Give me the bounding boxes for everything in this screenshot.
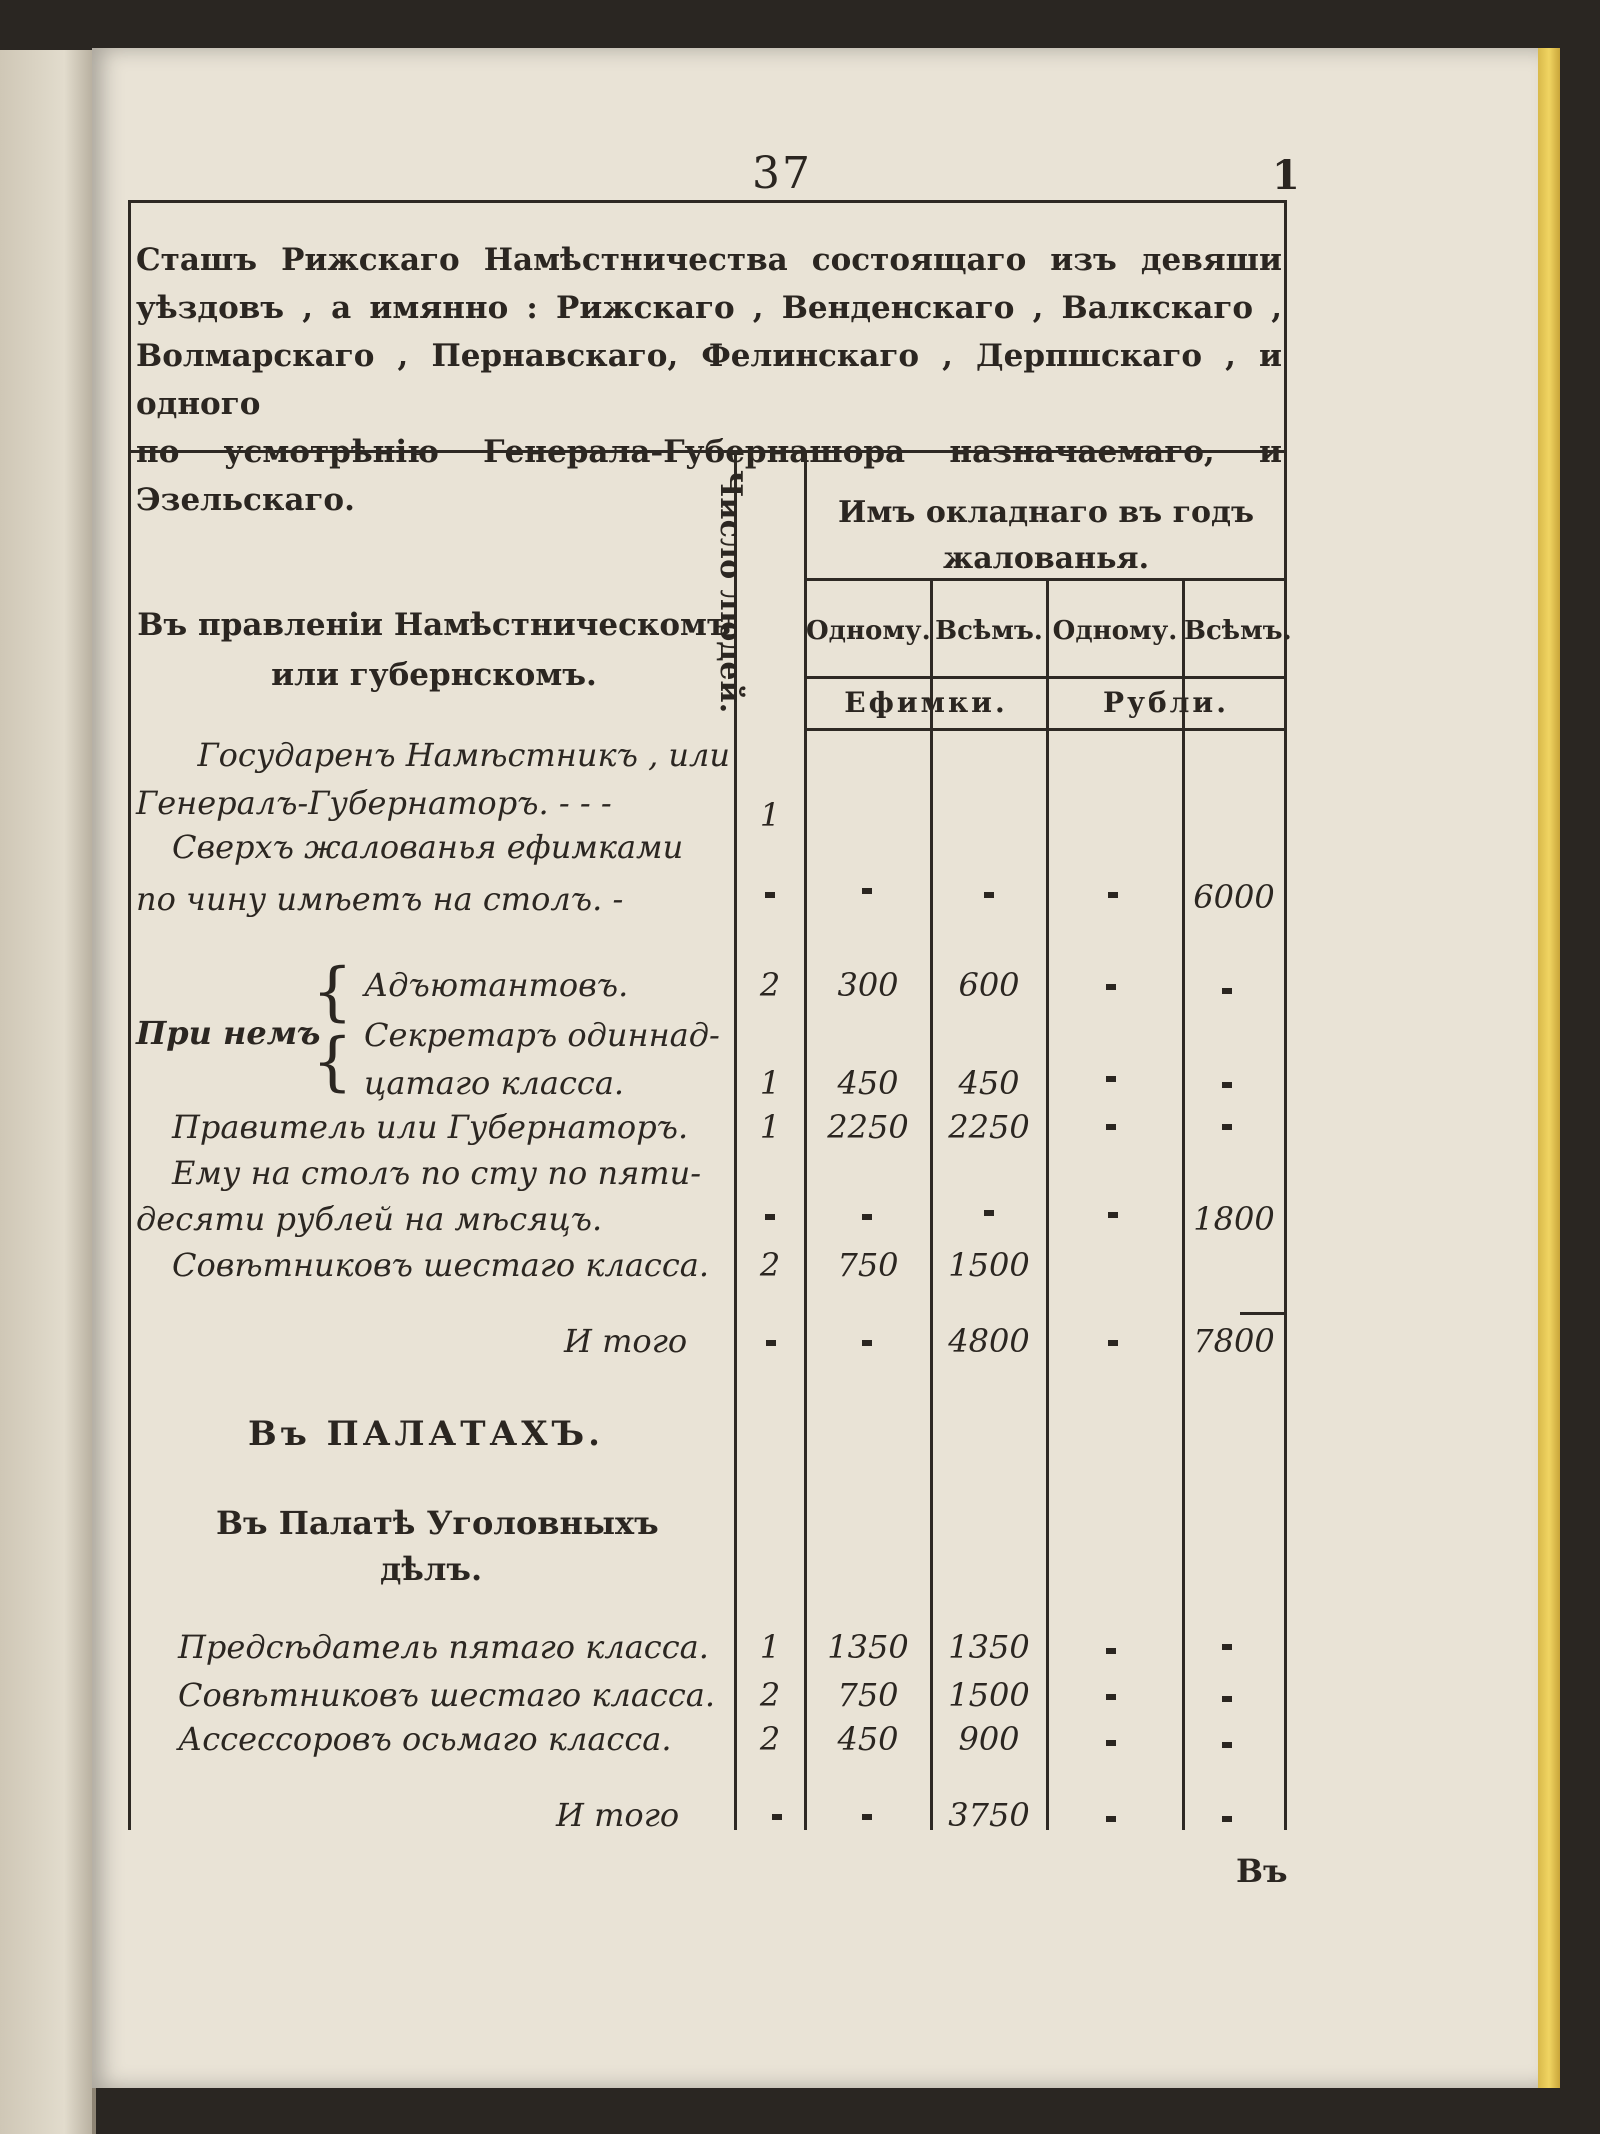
- dash-mark: [862, 1814, 872, 1820]
- row-advisors-2-all: 1500: [948, 1676, 1030, 1714]
- dash-mark: [1222, 1816, 1232, 1822]
- document-title: [136, 236, 1282, 524]
- dash-mark: [1222, 1644, 1232, 1650]
- row-adjutants-one: 300: [837, 966, 899, 1004]
- dash-mark: [765, 1214, 775, 1220]
- dash-mark: [765, 892, 775, 898]
- dash-mark: [1106, 1648, 1116, 1654]
- left-page-edge: [0, 50, 96, 2134]
- dash-mark: [1106, 1816, 1116, 1822]
- dash-mark: [1222, 1082, 1232, 1088]
- frame-top-rule: [128, 200, 1286, 203]
- brace: {: [312, 955, 353, 1029]
- brace: {: [312, 1025, 353, 1099]
- row-governor-ruler-one: 2250: [827, 1108, 909, 1146]
- row-secretary-line2: цатаго класса.: [364, 1064, 625, 1102]
- dash-mark: [862, 1340, 872, 1346]
- row-adjutants-count: 2: [759, 966, 781, 1004]
- header-rule-3: [804, 728, 1286, 731]
- dash-mark: [1106, 1124, 1116, 1130]
- total-efimki-1: 4800: [948, 1322, 1030, 1360]
- title-line: уѣздовъ , а имянно : Рижскаго , Венденскаго , Валкскаго ,: [136, 290, 1282, 326]
- row-governor-ruler-count: 1: [759, 1108, 781, 1146]
- signature-mark: 1: [1272, 152, 1300, 199]
- row-advisors-2: Совѣтниковъ шестаго класса.: [178, 1676, 715, 1714]
- row-advisors-2-count: 2: [759, 1676, 781, 1714]
- dash-mark: [766, 1340, 776, 1346]
- total-label-2: И того: [556, 1796, 680, 1834]
- row-governor-ruler: Правитель или Губернаторъ.: [172, 1108, 689, 1146]
- row-advisors-one: 750: [837, 1246, 899, 1284]
- row-president: Предсѣдатель пятаго класса.: [178, 1628, 709, 1666]
- row-assessors-all: 900: [958, 1720, 1020, 1758]
- row-president-all: 1350: [948, 1628, 1030, 1666]
- dash-mark: [1108, 892, 1118, 898]
- title-line: Волмарскаго , Пернавскаго, Фелинскаго , Дерпшскаго , и одного: [136, 338, 1282, 422]
- gilt-page-edge: [1538, 48, 1560, 2088]
- currency-rubli: Рубли.: [1103, 686, 1229, 719]
- row-secretary-count: 1: [759, 1064, 781, 1102]
- row-governor-line2: Генералъ-Губернаторъ. - - -: [136, 784, 612, 822]
- row-governor-count: 1: [759, 796, 781, 834]
- col-all-rub: Всѣмъ.: [1184, 616, 1292, 646]
- row-president-one: 1350: [827, 1628, 909, 1666]
- row-adjutants: Адъютантовъ.: [364, 966, 629, 1004]
- header-rule-2: [804, 676, 1286, 679]
- dash-mark: [862, 888, 872, 894]
- row-adjutants-all: 600: [958, 966, 1020, 1004]
- col-rule-rub-one: [1046, 580, 1049, 1830]
- dash-mark: [1108, 1212, 1118, 1218]
- row-table-allow-rubles: 6000: [1193, 878, 1275, 916]
- dash-mark: [984, 892, 994, 898]
- dash-mark: [1106, 1076, 1116, 1082]
- row-table-allow-line2: по чину имѣетъ на столъ. -: [136, 880, 624, 918]
- title-line: по усмотрѣнію Генерала-Губернашора назначаемаго, и Эзельскаго.: [136, 434, 1282, 518]
- dash-mark: [1106, 984, 1116, 990]
- row-president-count: 1: [759, 1628, 781, 1666]
- total-rule: [1240, 1312, 1286, 1315]
- row-secretary-all: 450: [958, 1064, 1020, 1102]
- col-one-efim: Одному.: [806, 616, 931, 646]
- row-assessors-one: 450: [837, 1720, 899, 1758]
- dash-mark: [772, 1814, 782, 1820]
- row-governor-line1: Государенъ Намѣстникъ , или: [197, 736, 730, 774]
- dash-mark: [1222, 1124, 1232, 1130]
- col-one-rub: Одному.: [1052, 616, 1178, 646]
- row-advisors-2-one: 750: [837, 1676, 899, 1714]
- row-advisors-all: 1500: [948, 1246, 1030, 1284]
- catchword: Въ: [1236, 1852, 1288, 1890]
- col-rule-right: [1284, 450, 1287, 1830]
- salary-header: Имъ окладнаго въ годъ жалованья.: [837, 495, 1255, 576]
- row-advisors: Совѣтниковъ шестаго класса.: [172, 1246, 709, 1284]
- row-table-money-line1: Ему на столъ по сту по пяти-: [172, 1154, 702, 1192]
- dash-mark: [862, 1214, 872, 1220]
- page-number: 37: [752, 148, 812, 199]
- row-advisors-count: 2: [759, 1246, 781, 1284]
- criminal-chamber-line2: дѣлъ.: [380, 1550, 483, 1588]
- col-all-efim: Всѣмъ.: [935, 616, 1043, 646]
- dash-mark: [1108, 1340, 1118, 1346]
- dash-mark: [1222, 1696, 1232, 1702]
- row-assessors-count: 2: [759, 1720, 781, 1758]
- count-header: Число людей.: [713, 470, 748, 714]
- dash-mark: [1222, 988, 1232, 994]
- dash-mark: [1106, 1740, 1116, 1746]
- row-governor-ruler-all: 2250: [948, 1108, 1030, 1146]
- criminal-chamber-line1: Въ Палатѣ Уголовныхъ: [216, 1504, 659, 1542]
- frame-right-rule: [1284, 200, 1287, 450]
- frame-left-rule: [128, 200, 131, 1830]
- row-table-money-line2: десяти рублей на мѣсяцъ.: [136, 1200, 603, 1238]
- at-him-label: При немъ: [136, 1014, 321, 1052]
- row-assessors: Ассессоровъ осьмаго класса.: [178, 1720, 672, 1758]
- total-efimki-2: 3750: [948, 1796, 1030, 1834]
- title-line: Сташъ Рижскаго Намѣстничества состоящаго изъ девяши: [136, 242, 1282, 278]
- chambers-heading: Въ ПАЛАТАХЪ.: [248, 1414, 604, 1454]
- section-heading: Въ правленіи Намѣстническомъ или губернскомъ.: [137, 607, 731, 693]
- table-top-rule: [128, 450, 1286, 453]
- row-table-money-rubles: 1800: [1193, 1200, 1275, 1238]
- dash-mark: [1106, 1694, 1116, 1700]
- total-label-1: И того: [564, 1322, 688, 1360]
- row-secretary-one: 450: [837, 1064, 899, 1102]
- dash-mark: [984, 1210, 994, 1216]
- currency-efimki: Ефимки.: [844, 686, 1008, 719]
- total-rubles-1: 7800: [1193, 1322, 1275, 1360]
- row-table-allow-line1: Сверхъ жалованья ефимками: [172, 828, 684, 866]
- dash-mark: [1222, 1742, 1232, 1748]
- row-secretary-line1: Секретаръ одиннад-: [364, 1016, 720, 1054]
